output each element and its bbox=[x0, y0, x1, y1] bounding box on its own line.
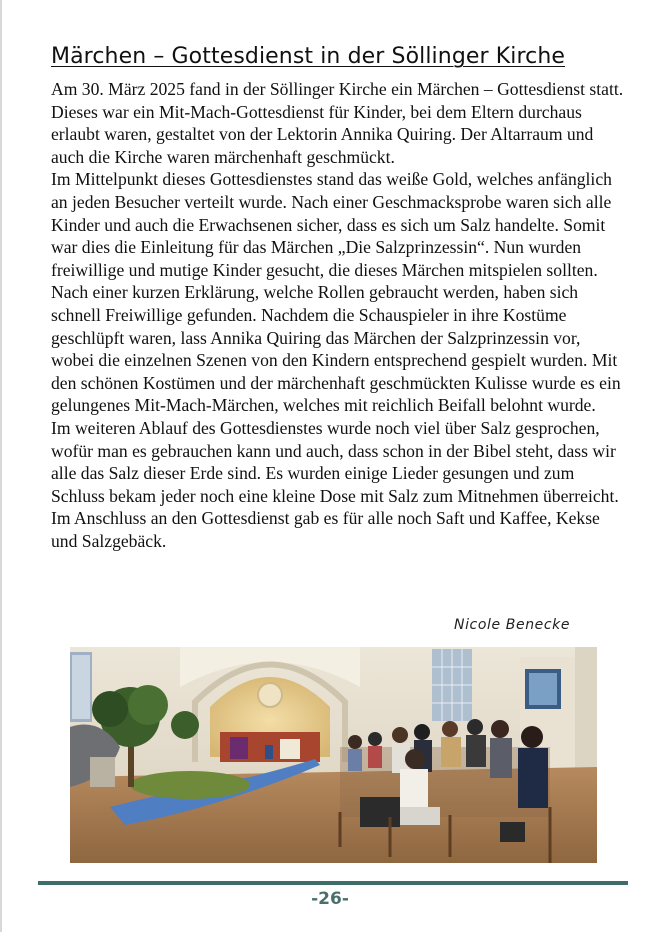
church-service-photo bbox=[70, 647, 597, 863]
footer-rule bbox=[38, 881, 628, 885]
page-number: -26- bbox=[311, 889, 349, 909]
paragraph-2: Im Mittelpunkt dieses Gottesdienstes stand das weiße Gold, welches anfänglich an jeden Besucher verteilt wurde. Nach einer Geschmacksprobe waren sich alle Kinder und auch die Erwachsenen sicher, dass es sich um Salz handelte. Somit war dies die Einleitung für das Märchen „Die Salzprinzessin“. Nun wurden freiwillige und mutige Kinder gesucht, die dieses Märchen mitspielen sollten. Nach einer kurzen Erklärung, welche Rollen gebraucht werden, haben sich schnell Freiwillige gefunden. Nachdem die Schauspieler in ihre Kostüme geschlüpft waren, lass Annika Quiring das Märchen der Salzprinzessin vor, wobei die einzelnen Szenen von den Kindern entsprechend gespielt wurden. Mit den schönen Kostümen und der märchenhaft geschmückten Kulisse wurde es ein gelungenes Mit-Mach-Märchen, welches mit reichlich Beifall belohnt wurde. bbox=[51, 169, 621, 416]
paragraph-4: Im Anschluss an den Gottesdienst gab es für alle noch Saft und Kaffee, Kekse und Salzgebäck. bbox=[51, 508, 600, 551]
article-title: Märchen – Gottesdienst in der Söllinger Kirche bbox=[51, 44, 566, 69]
paragraph-1: Am 30. März 2025 fand in der Söllinger Kirche ein Märchen – Gottesdienst statt. Dieses war ein Mit-Mach-Gottesdienst für Kinder, bei dem Eltern durchaus erlaubt waren, gestaltet von der Lektorin Annika Quiring. Der Altarraum und auch die Kirche waren märchenhaft geschmückt. bbox=[51, 79, 624, 167]
article-body bbox=[51, 78, 626, 552]
author-signature: Nicole Benecke bbox=[454, 617, 571, 633]
paragraph-3: Im weiteren Ablauf des Gottesdienstes wurde noch viel über Salz gesprochen, wofür man es gebrauchen kann und auch, dass schon in der Bibel steht, dass wir alle das Salz dieser Erde sind. Es wurden einige Lieder gesungen und zum Schluss bekam jeder noch eine kleine Dose mit Salz zum Mitnehmen überreicht. bbox=[51, 417, 619, 506]
